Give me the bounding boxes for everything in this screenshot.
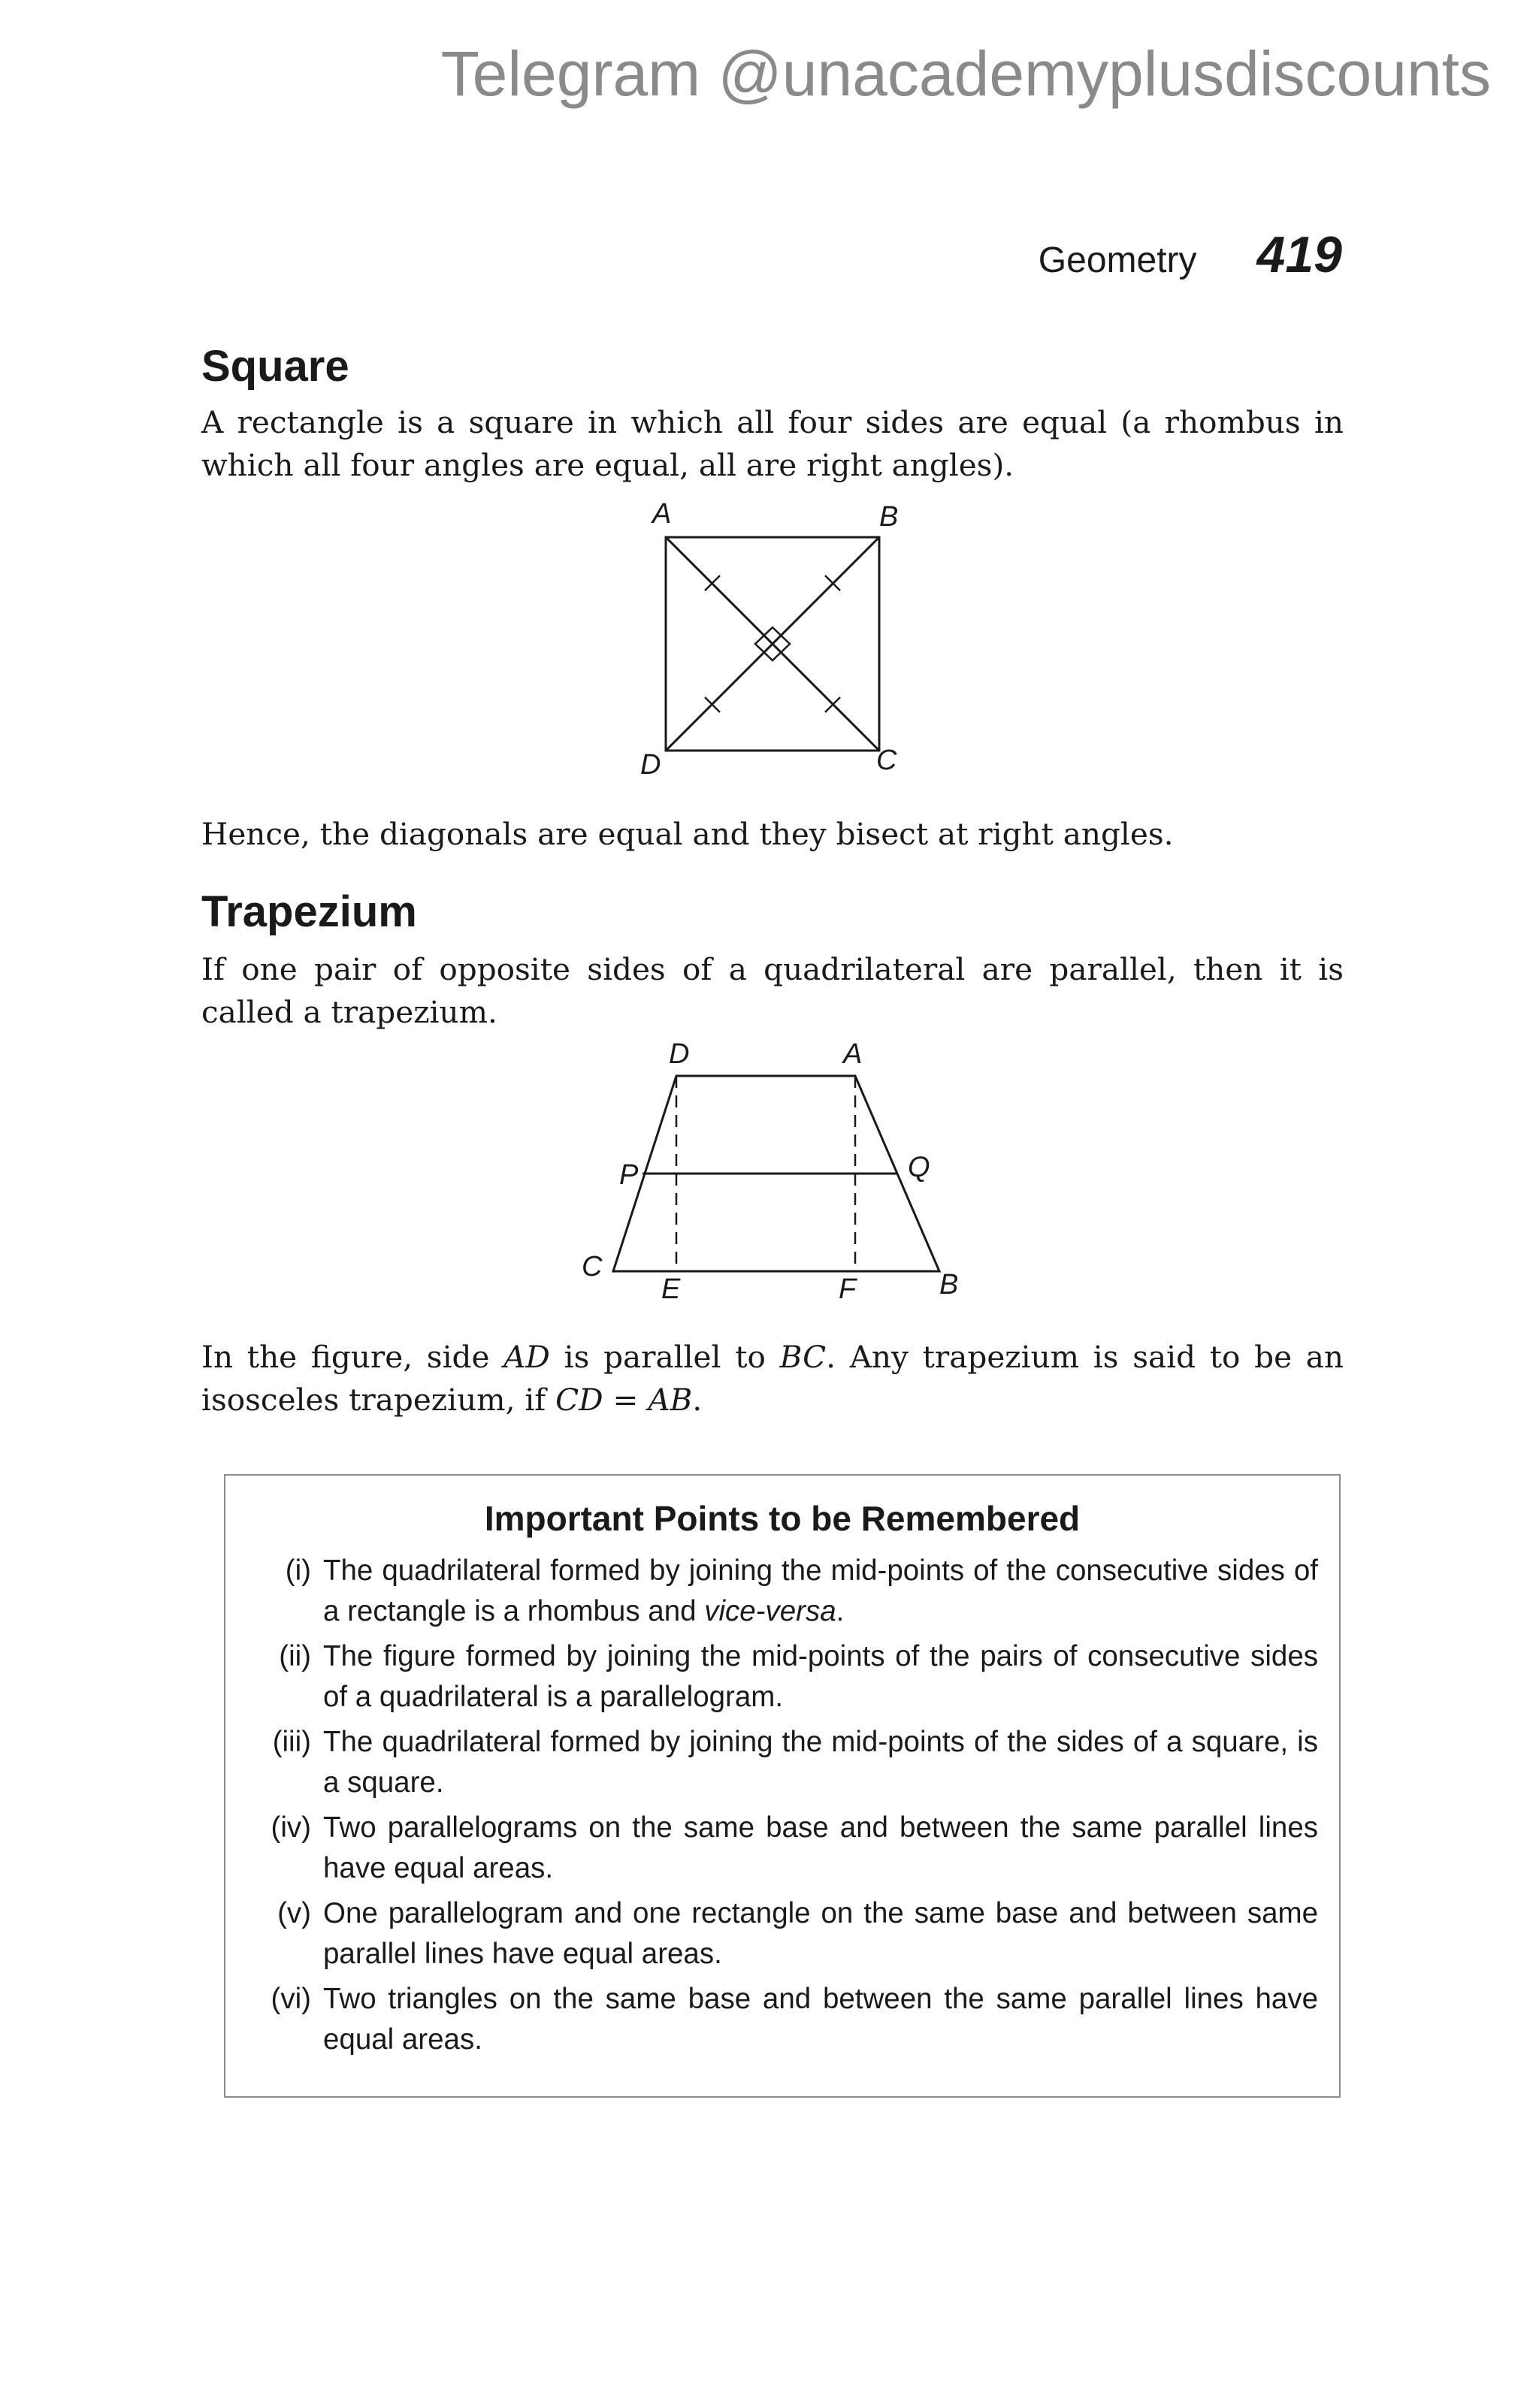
side-ad: AD <box>503 1339 550 1375</box>
running-head-section: Geometry <box>1038 240 1197 280</box>
important-points-list <box>252 1551 1318 2065</box>
important-points-title: Important Points to be Remembered <box>484 1499 1081 1538</box>
telegram-watermark: Telegram @unacademyplusdiscounts <box>440 38 1491 109</box>
item-text: The figure formed by joining the mid-points of the pairs of consecutive sides of a quadrilateral is a parallelogram. <box>323 1640 1318 1713</box>
point-label-p: P <box>619 1159 639 1191</box>
trapezium-heading: Trapezium <box>201 887 417 936</box>
item-text: The quadrilateral formed by joining the mid-points of the sides of a square, is a square. <box>323 1726 1318 1799</box>
vertex-label-b: B <box>879 501 899 533</box>
side-ab: AB <box>648 1382 693 1418</box>
square-intro: A rectangle is a square in which all four sides are equal (a rhombus in which all four angles are equal, all are right angles). <box>201 404 1344 483</box>
square-heading: Square <box>201 342 349 391</box>
item-number: (ii) <box>279 1640 311 1672</box>
item-text-tail: . <box>836 1595 845 1627</box>
item-text-main: The quadrilateral formed by joining the mid-points of the consecutive sides of a rectangle is a rhombus and <box>323 1554 1318 1627</box>
trapezium-note <box>201 1336 1344 1422</box>
point-label-e: E <box>661 1273 681 1305</box>
item-text-emphasis: vice-versa <box>704 1595 836 1627</box>
item-number: (v) <box>277 1897 311 1929</box>
square-figure <box>616 496 932 789</box>
trapezium-figure <box>571 1037 977 1307</box>
list-item <box>252 1551 1318 1632</box>
list-item <box>252 1808 1318 1889</box>
side-cd: CD <box>555 1382 603 1418</box>
item-text: One parallelogram and one rectangle on the same base and between same parallel lines have equal areas. <box>323 1897 1318 1970</box>
trapezium-diagram <box>571 1037 977 1307</box>
list-item <box>252 1722 1318 1803</box>
point-label-q: Q <box>908 1152 930 1183</box>
item-number: (iii) <box>272 1726 311 1758</box>
note-text-1: In the figure, side <box>201 1339 504 1375</box>
note-text-4: = <box>603 1382 649 1418</box>
side-bc: BC <box>779 1339 827 1375</box>
item-text: Two parallelograms on the same base and between the same parallel lines have equal areas. <box>323 1811 1318 1884</box>
vertex-label-d: D <box>640 749 661 781</box>
note-text-5: . <box>692 1382 703 1418</box>
item-number: (vi) <box>271 1983 311 2015</box>
note-text-2: is parallel to <box>549 1339 780 1375</box>
vertex-label-c: C <box>582 1251 603 1283</box>
item-text <box>323 1551 1318 1632</box>
list-item <box>252 1893 1318 1974</box>
note-text-3: . Any trapezium is said to be an isosceles trapezium, if <box>201 1339 1344 1418</box>
item-number: (iv) <box>271 1811 311 1844</box>
vertex-label-b: B <box>939 1269 959 1301</box>
important-points-box <box>224 1474 1341 2098</box>
item-text: Two triangles on the same base and between the same parallel lines have equal areas. <box>323 1983 1318 2056</box>
trapezium-intro: If one pair of opposite sides of a quadrilateral are parallel, then it is called a trapezium. <box>201 951 1344 1030</box>
item-number: (i) <box>285 1554 311 1587</box>
list-item <box>252 1979 1318 2060</box>
vertex-label-d: D <box>669 1038 690 1070</box>
list-item <box>252 1636 1318 1718</box>
page-number: 419 <box>1256 226 1342 283</box>
point-label-f: F <box>839 1273 857 1305</box>
square-conclusion: Hence, the diagonals are equal and they bisect at right angles. <box>201 816 1174 852</box>
vertex-label-a: A <box>652 498 672 530</box>
square-diagram <box>616 496 932 789</box>
running-head <box>1039 225 1342 284</box>
vertex-label-c: C <box>876 745 897 776</box>
vertex-label-a: A <box>843 1038 863 1070</box>
